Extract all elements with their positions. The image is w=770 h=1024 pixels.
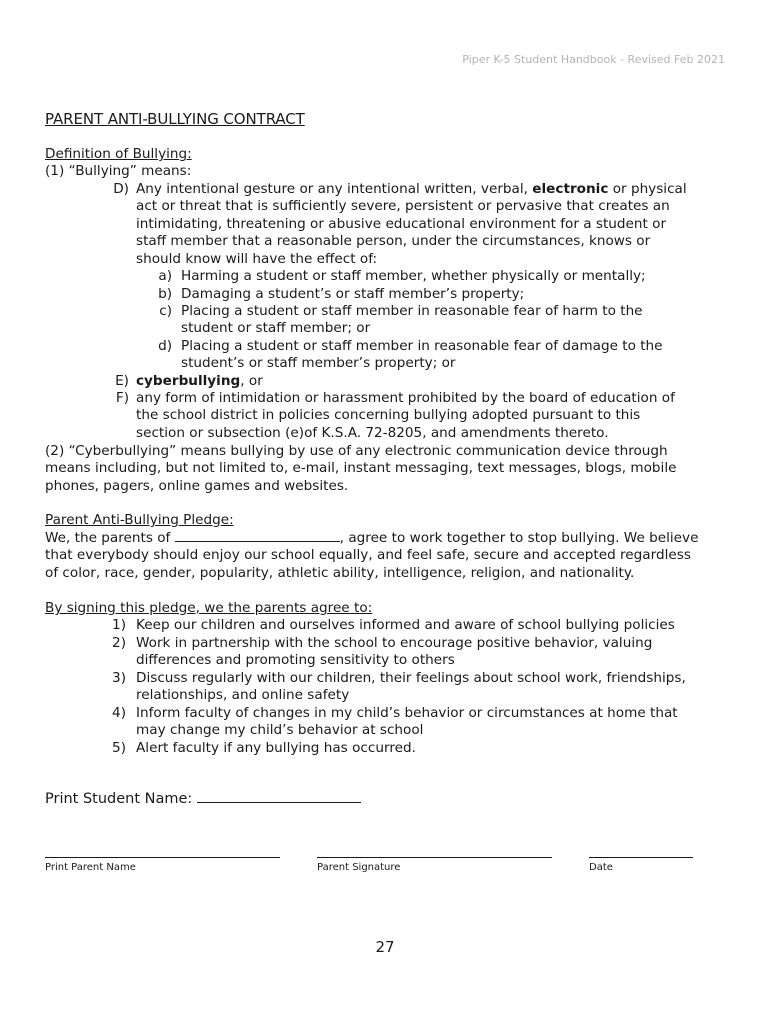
parent-signature-line[interactable] <box>317 857 552 858</box>
definition-intro: (1) “Bullying” means: <box>45 163 192 179</box>
pledge-line1-pre: We, the parents of <box>45 530 175 546</box>
text-line: Work in partnership with the school to encourage positive behavior, valuing <box>136 635 653 651</box>
text-line: Inform faculty of changes in my child’s behavior or circumstances at home that <box>136 705 678 721</box>
header-note: Piper K-5 Student Handbook - Revised Feb 2021 <box>462 53 725 66</box>
print-student-label: Print Student Name: <box>45 791 193 807</box>
pledge-text <box>45 530 698 582</box>
agree-item-2 <box>136 635 652 670</box>
text-line: differences and promoting sensitivity to others <box>136 652 455 669</box>
bold-word: cyberbullying <box>136 373 241 389</box>
definition-item-f <box>136 390 675 442</box>
text-line: (2) “Cyberbullying” means bullying by use of any electronic communication device through <box>45 443 668 459</box>
definition-item-e: cyberbullying, or <box>136 373 263 389</box>
text-line: phones, pagers, online games and websites. <box>45 477 349 494</box>
text-line: section or subsection (e)of K.S.A. 72-8205, and amendments thereto. <box>136 424 609 441</box>
text-line: relationships, and online safety <box>136 687 350 704</box>
text-line: the school district in policies concerning bullying adopted pursuant to this <box>136 407 641 424</box>
list-marker: D) <box>113 181 129 197</box>
text-line: of color, race, gender, popularity, athletic ability, intelligence, religion, and nationality. <box>45 564 635 581</box>
text-line: student’s or staff member’s property; or <box>181 355 456 372</box>
child-name-blank[interactable] <box>175 541 340 542</box>
definition-item-d <box>136 181 687 268</box>
definition-heading: Definition of Bullying: <box>45 146 192 162</box>
print-student-name-row <box>45 791 361 807</box>
list-marker: 2) <box>112 635 126 651</box>
list-marker: E) <box>115 373 129 389</box>
student-name-blank[interactable] <box>197 802 361 803</box>
print-parent-name-label: Print Parent Name <box>45 862 136 873</box>
definition-subitem-b: Damaging a student’s or staff member’s property; <box>181 286 525 302</box>
definition-subitem-d <box>181 338 663 373</box>
text-line: intimidating, threatening or abusive educational environment for a student or <box>136 215 667 232</box>
agree-heading: By signing this pledge, we the parents agree to: <box>45 600 373 616</box>
definition-subitem-c <box>181 303 643 338</box>
text-line: any form of intimidation or harassment prohibited by the board of education of <box>136 390 675 406</box>
text-line: Any intentional gesture or any intentional written, verbal, electronic or physical <box>136 181 687 197</box>
page-title: PARENT ANTI-BULLYING CONTRACT <box>45 110 305 128</box>
parent-signature-label: Parent Signature <box>317 862 401 873</box>
text-line: Discuss regularly with our children, their feelings about school work, friendships, <box>136 670 686 686</box>
date-line[interactable] <box>589 857 693 858</box>
list-marker: 4) <box>112 705 126 721</box>
text-line: means including, but not limited to, e-mail, instant messaging, text messages, blogs, mobile <box>45 460 677 477</box>
agree-item-3 <box>136 670 686 705</box>
list-marker: a) <box>158 268 172 284</box>
text-line: staff member that a reasonable person, under the circumstances, knows or <box>136 233 651 250</box>
cyberbullying-definition <box>45 443 676 495</box>
text-line: Placing a student or staff member in reasonable fear of harm to the <box>181 303 643 319</box>
text-line: that everybody should enjoy our school equally, and feel safe, secure and accepted regardless <box>45 547 691 564</box>
definition-subitem-a: Harming a student or staff member, whether physically or mentally; <box>181 268 646 284</box>
text-line: Placing a student or staff member in reasonable fear of damage to the <box>181 338 663 354</box>
text-line <box>45 530 698 547</box>
text-line: should know will have the effect of: <box>136 250 378 267</box>
bold-word: electronic <box>532 181 609 197</box>
text-line: student or staff member; or <box>181 320 371 337</box>
list-marker: 1) <box>112 617 126 633</box>
list-marker: c) <box>159 303 172 319</box>
pledge-heading: Parent Anti-Bullying Pledge: <box>45 512 234 528</box>
agree-item-5: Alert faculty if any bullying has occurred. <box>136 740 416 756</box>
text-line: may change my child’s behavior at school <box>136 722 424 739</box>
list-marker: b) <box>158 286 172 302</box>
list-marker: F) <box>115 390 129 406</box>
list-marker: d) <box>158 338 172 354</box>
list-marker: 3) <box>112 670 126 686</box>
pledge-line1-post: , agree to work together to stop bullying. We believe <box>339 530 699 546</box>
date-label: Date <box>589 862 613 873</box>
agree-item-4 <box>136 705 678 740</box>
page-number: 27 <box>375 938 395 956</box>
text-line: act or threat that is sufficiently severe, persistent or pervasive that creates an <box>136 198 670 215</box>
list-marker: 5) <box>112 740 126 756</box>
agree-item-1: Keep our children and ourselves informed and aware of school bullying policies <box>136 617 675 633</box>
print-parent-name-line[interactable] <box>45 857 280 858</box>
